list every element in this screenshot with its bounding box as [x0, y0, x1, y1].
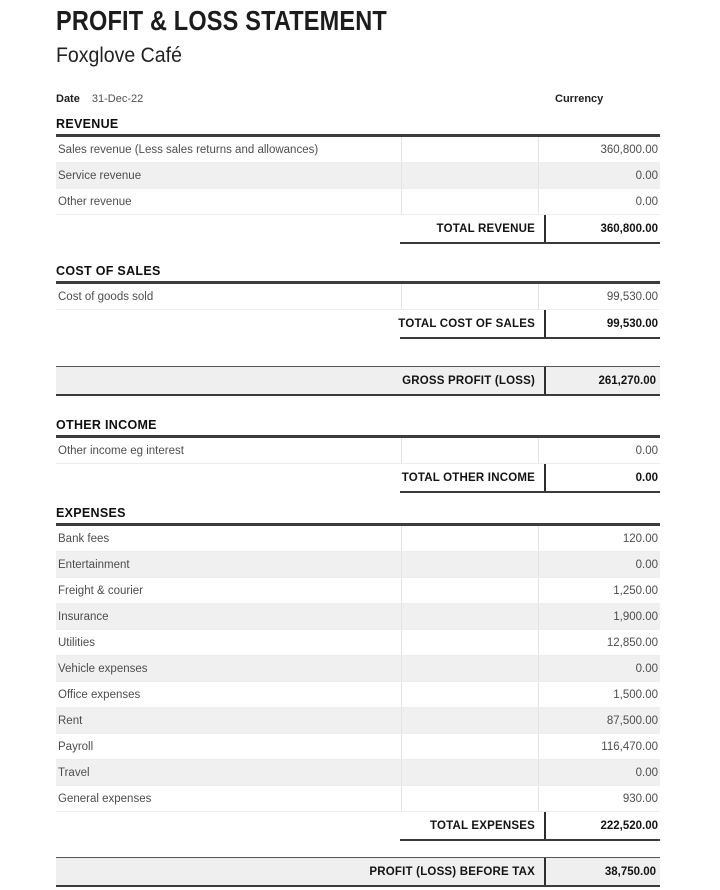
row-label: General expenses	[58, 792, 152, 805]
row-label: Office expenses	[58, 688, 141, 701]
row-spacer-cell	[401, 137, 538, 162]
row-spacer-cell	[401, 438, 538, 463]
profit-loss-before-tax-band	[56, 857, 660, 887]
table-row	[56, 682, 660, 708]
row-spacer-cell	[401, 656, 538, 681]
table-row	[56, 604, 660, 630]
total-amount: 222,520.00	[600, 819, 658, 832]
table-row	[56, 708, 660, 734]
section-other-income	[56, 418, 660, 493]
band-amount: 38,750.00	[604, 865, 656, 878]
row-amount: 99,530.00	[538, 284, 660, 309]
table-row	[56, 163, 660, 189]
date-value: 31-Dec-22	[91, 93, 144, 105]
row-spacer-cell	[401, 604, 538, 629]
row-spacer-cell	[401, 163, 538, 188]
profit-loss-statement	[56, 0, 660, 887]
row-spacer-cell	[401, 552, 538, 577]
table-row	[56, 656, 660, 682]
row-label: Sales revenue (Less sales returns and allowances)	[58, 143, 319, 156]
total-row-total-other-income	[400, 464, 660, 493]
row-label: Bank fees	[58, 532, 110, 545]
row-amount: 0.00	[538, 760, 660, 785]
total-row-total-expenses	[400, 812, 660, 841]
row-amount: 1,250.00	[538, 578, 660, 603]
total-label: TOTAL REVENUE	[400, 215, 546, 242]
section-heading: REVENUE	[56, 117, 660, 137]
row-spacer-cell	[401, 189, 538, 214]
row-spacer-cell	[401, 284, 538, 309]
row-label: Freight & courier	[58, 584, 144, 597]
total-row-total-revenue	[400, 215, 660, 244]
company-name: Foxglove Café	[56, 44, 182, 67]
statement-body	[56, 117, 660, 887]
gross-profit-loss-band	[56, 366, 660, 396]
section-heading: OTHER INCOME	[56, 418, 660, 438]
total-label: TOTAL EXPENSES	[400, 812, 546, 839]
row-spacer-cell	[401, 578, 538, 603]
row-label: Entertainment	[58, 558, 130, 571]
table-row	[56, 630, 660, 656]
total-row-total-cost-of-sales	[400, 310, 660, 339]
row-amount: 120.00	[538, 526, 660, 551]
table-row	[56, 786, 660, 812]
row-label: Rent	[58, 714, 83, 727]
table-row	[56, 526, 660, 552]
total-label: TOTAL OTHER INCOME	[400, 464, 546, 491]
row-label: Travel	[58, 766, 90, 779]
row-label: Service revenue	[58, 169, 142, 182]
row-spacer-cell	[401, 786, 538, 811]
currency-label: Currency	[555, 93, 604, 105]
row-label: Payroll	[58, 740, 94, 753]
table-row	[56, 137, 660, 163]
row-spacer-cell	[401, 630, 538, 655]
table-row	[56, 760, 660, 786]
row-amount: 0.00	[538, 656, 660, 681]
row-spacer-cell	[401, 526, 538, 551]
row-label: Other revenue	[58, 195, 132, 208]
band-label: GROSS PROFIT (LOSS)	[56, 367, 546, 394]
row-label: Insurance	[58, 610, 109, 623]
row-amount: 1,500.00	[538, 682, 660, 707]
total-label: TOTAL COST OF SALES	[400, 310, 546, 337]
row-amount: 87,500.00	[538, 708, 660, 733]
row-spacer-cell	[401, 734, 538, 759]
row-spacer-cell	[401, 760, 538, 785]
section-heading: EXPENSES	[56, 506, 660, 526]
table-row	[56, 578, 660, 604]
band-label: PROFIT (LOSS) BEFORE TAX	[56, 858, 546, 885]
row-amount: 360,800.00	[538, 137, 660, 162]
row-label: Other income eg interest	[58, 444, 184, 457]
total-amount: 0.00	[635, 471, 658, 484]
page-title: PROFIT & LOSS STATEMENT	[56, 5, 387, 36]
total-amount: 360,800.00	[600, 222, 658, 235]
row-amount: 0.00	[538, 552, 660, 577]
row-spacer-cell	[401, 682, 538, 707]
row-label: Cost of goods sold	[58, 290, 154, 303]
table-row	[56, 552, 660, 578]
section-heading: COST OF SALES	[56, 264, 660, 284]
row-label: Utilities	[58, 636, 96, 649]
table-row	[56, 284, 660, 310]
table-row	[56, 438, 660, 464]
band-amount: 261,270.00	[598, 374, 656, 387]
meta-row	[56, 92, 660, 106]
row-spacer-cell	[401, 708, 538, 733]
row-amount: 930.00	[538, 786, 660, 811]
table-row	[56, 189, 660, 215]
table-row	[56, 734, 660, 760]
row-amount: 1,900.00	[538, 604, 660, 629]
section-expenses	[56, 506, 660, 841]
row-label: Vehicle expenses	[58, 662, 148, 675]
total-amount: 99,530.00	[606, 317, 658, 330]
row-amount: 12,850.00	[538, 630, 660, 655]
section-revenue	[56, 117, 660, 244]
row-amount: 0.00	[538, 438, 660, 463]
date-label: Date	[56, 93, 80, 105]
section-cost-of-sales	[56, 264, 660, 339]
row-amount: 0.00	[538, 163, 660, 188]
row-amount: 0.00	[538, 189, 660, 214]
page-title-wrap	[56, 6, 660, 36]
row-amount: 116,470.00	[538, 734, 660, 759]
company-name-wrap	[56, 36, 660, 68]
